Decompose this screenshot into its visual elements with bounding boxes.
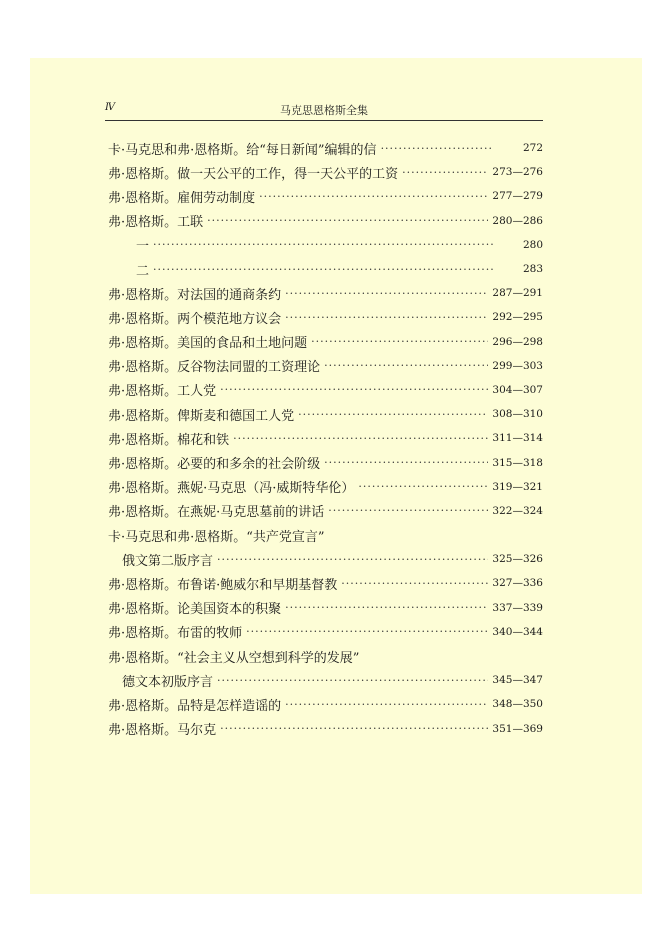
toc-entry-page: 322—324 [492, 504, 543, 517]
toc-entry[interactable] [108, 354, 543, 378]
dot-leader [324, 456, 488, 469]
dot-leader [233, 432, 488, 445]
toc-entry[interactable] [108, 596, 543, 620]
dot-leader [285, 311, 488, 324]
dot-leader [298, 408, 488, 421]
toc-entry-title: 德文本初版序言 [122, 674, 214, 690]
toc-entry-page: 283 [522, 263, 543, 276]
toc-entry-title: 弗·恩格斯。美国的食品和土地问题 [108, 336, 308, 352]
toc-entry-page: 280 [522, 238, 543, 251]
toc-entry[interactable] [108, 184, 543, 208]
dot-leader [381, 142, 493, 155]
dot-leader [402, 166, 488, 179]
toc-entry-title: 弗·恩格斯。马尔克 [108, 723, 217, 739]
toc-entry-page: 304—307 [492, 383, 543, 396]
toc-entry-title: 卡·马克思和弗·恩格斯。“共产党宣言” [108, 529, 325, 545]
toc-entry-title: 弗·恩格斯。“社会主义从空想到科学的发展” [108, 650, 360, 666]
toc-entry[interactable] [108, 160, 543, 184]
toc-entry-title: 弗·恩格斯。工联 [108, 215, 204, 231]
toc-entry[interactable] [108, 257, 543, 281]
toc-entry[interactable] [108, 644, 543, 668]
toc-entry[interactable] [108, 378, 543, 402]
toc-entry[interactable] [108, 499, 543, 523]
toc-entry-title: 弗·恩格斯。燕妮·马克思（冯·威斯特华伦） [108, 481, 355, 497]
dot-leader [153, 263, 493, 276]
toc-entry-page: 337—339 [492, 601, 543, 614]
toc-entry-title: 弗·恩格斯。俾斯麦和德国工人党 [108, 408, 295, 424]
dot-leader [220, 383, 488, 396]
toc-entry[interactable] [108, 305, 543, 329]
toc-entry-page: 287—291 [492, 287, 543, 300]
dot-leader [259, 190, 488, 203]
dot-leader [285, 601, 488, 614]
toc-entry-title: 弗·恩格斯。做一天公平的工作，得一天公平的工资 [108, 166, 399, 182]
toc-entry-title: 一 [136, 239, 150, 255]
toc-entry-title: 俄文第二版序言 [122, 553, 214, 569]
dot-leader [153, 238, 493, 251]
toc-entry[interactable] [108, 523, 543, 547]
toc-entry[interactable] [108, 450, 543, 474]
toc-entry[interactable] [108, 402, 543, 426]
toc-entry-title: 弗·恩格斯。反谷物法同盟的工资理论 [108, 360, 321, 376]
toc-entry[interactable] [108, 547, 543, 571]
toc-entry-title: 二 [136, 263, 150, 279]
page-number: Ⅳ [105, 102, 115, 113]
toc-entry-title: 弗·恩格斯。论美国资本的积聚 [108, 602, 282, 618]
toc-entry[interactable] [108, 233, 543, 257]
toc-entry[interactable] [108, 692, 543, 716]
toc-entry-page: 315—318 [492, 456, 543, 469]
dot-leader [341, 577, 488, 590]
toc-entry[interactable] [108, 668, 543, 692]
dot-leader [217, 674, 488, 687]
toc-entry-title: 弗·恩格斯。必要的和多余的社会阶级 [108, 457, 321, 473]
toc-entry-title: 弗·恩格斯。雇佣劳动制度 [108, 190, 256, 206]
toc-entry-title: 弗·恩格斯。在燕妮·马克思墓前的讲话 [108, 505, 325, 521]
dot-leader [328, 504, 488, 517]
toc-entry-title: 弗·恩格斯。布鲁诺·鲍威尔和早期基督教 [108, 577, 338, 593]
toc-entry-title: 弗·恩格斯。品特是怎样造谣的 [108, 698, 282, 714]
toc-entry-page: 345—347 [492, 674, 543, 687]
toc-entry[interactable] [108, 136, 543, 160]
toc-entry-title: 弗·恩格斯。两个模范地方议会 [108, 311, 282, 327]
dot-leader [324, 359, 488, 372]
toc-entry-page: 308—310 [492, 408, 543, 421]
toc-entry-page: 311—314 [492, 432, 543, 445]
toc-entry[interactable] [108, 717, 543, 741]
dot-leader [246, 625, 488, 638]
toc-entry[interactable] [108, 281, 543, 305]
toc-entry-page: 273—276 [492, 166, 543, 179]
toc-entry-title: 弗·恩格斯。工人党 [108, 384, 217, 400]
toc-entry-page: 325—326 [492, 553, 543, 566]
toc-entry-page: 292—295 [492, 311, 543, 324]
toc-entry-page: 351—369 [492, 722, 543, 735]
dot-leader [311, 335, 488, 348]
dot-leader [207, 214, 488, 227]
toc-entry-title: 弗·恩格斯。对法国的通商条约 [108, 287, 282, 303]
table-of-contents [108, 136, 543, 741]
toc-entry-page: 327—336 [492, 577, 543, 590]
toc-entry-title: 卡·马克思和弗·恩格斯。给“每日新闻”编辑的信 [108, 142, 377, 158]
toc-entry[interactable] [108, 571, 543, 595]
book-title: 马克思恩格斯全集 [280, 104, 368, 117]
dot-leader [285, 698, 488, 711]
toc-entry[interactable] [108, 620, 543, 644]
toc-entry-page: 280—286 [492, 214, 543, 227]
dot-leader [220, 722, 488, 735]
toc-entry[interactable] [108, 475, 543, 499]
toc-entry-page: 299—303 [492, 359, 543, 372]
toc-entry-page: 319—321 [492, 480, 543, 493]
toc-entry-page: 296—298 [492, 335, 543, 348]
page-header [105, 102, 543, 121]
toc-entry-title: 弗·恩格斯。布雷的牧师 [108, 626, 243, 642]
toc-entry[interactable] [108, 426, 543, 450]
toc-entry-page: 272 [522, 142, 543, 155]
toc-entry-title: 弗·恩格斯。棉花和铁 [108, 432, 230, 448]
dot-leader [217, 553, 488, 566]
toc-entry-page: 348—350 [492, 698, 543, 711]
dot-leader [358, 480, 488, 493]
toc-entry[interactable] [108, 209, 543, 233]
toc-entry-page: 340—344 [492, 625, 543, 638]
toc-entry[interactable] [108, 330, 543, 354]
dot-leader [285, 287, 488, 300]
toc-entry-page: 277—279 [492, 190, 543, 203]
